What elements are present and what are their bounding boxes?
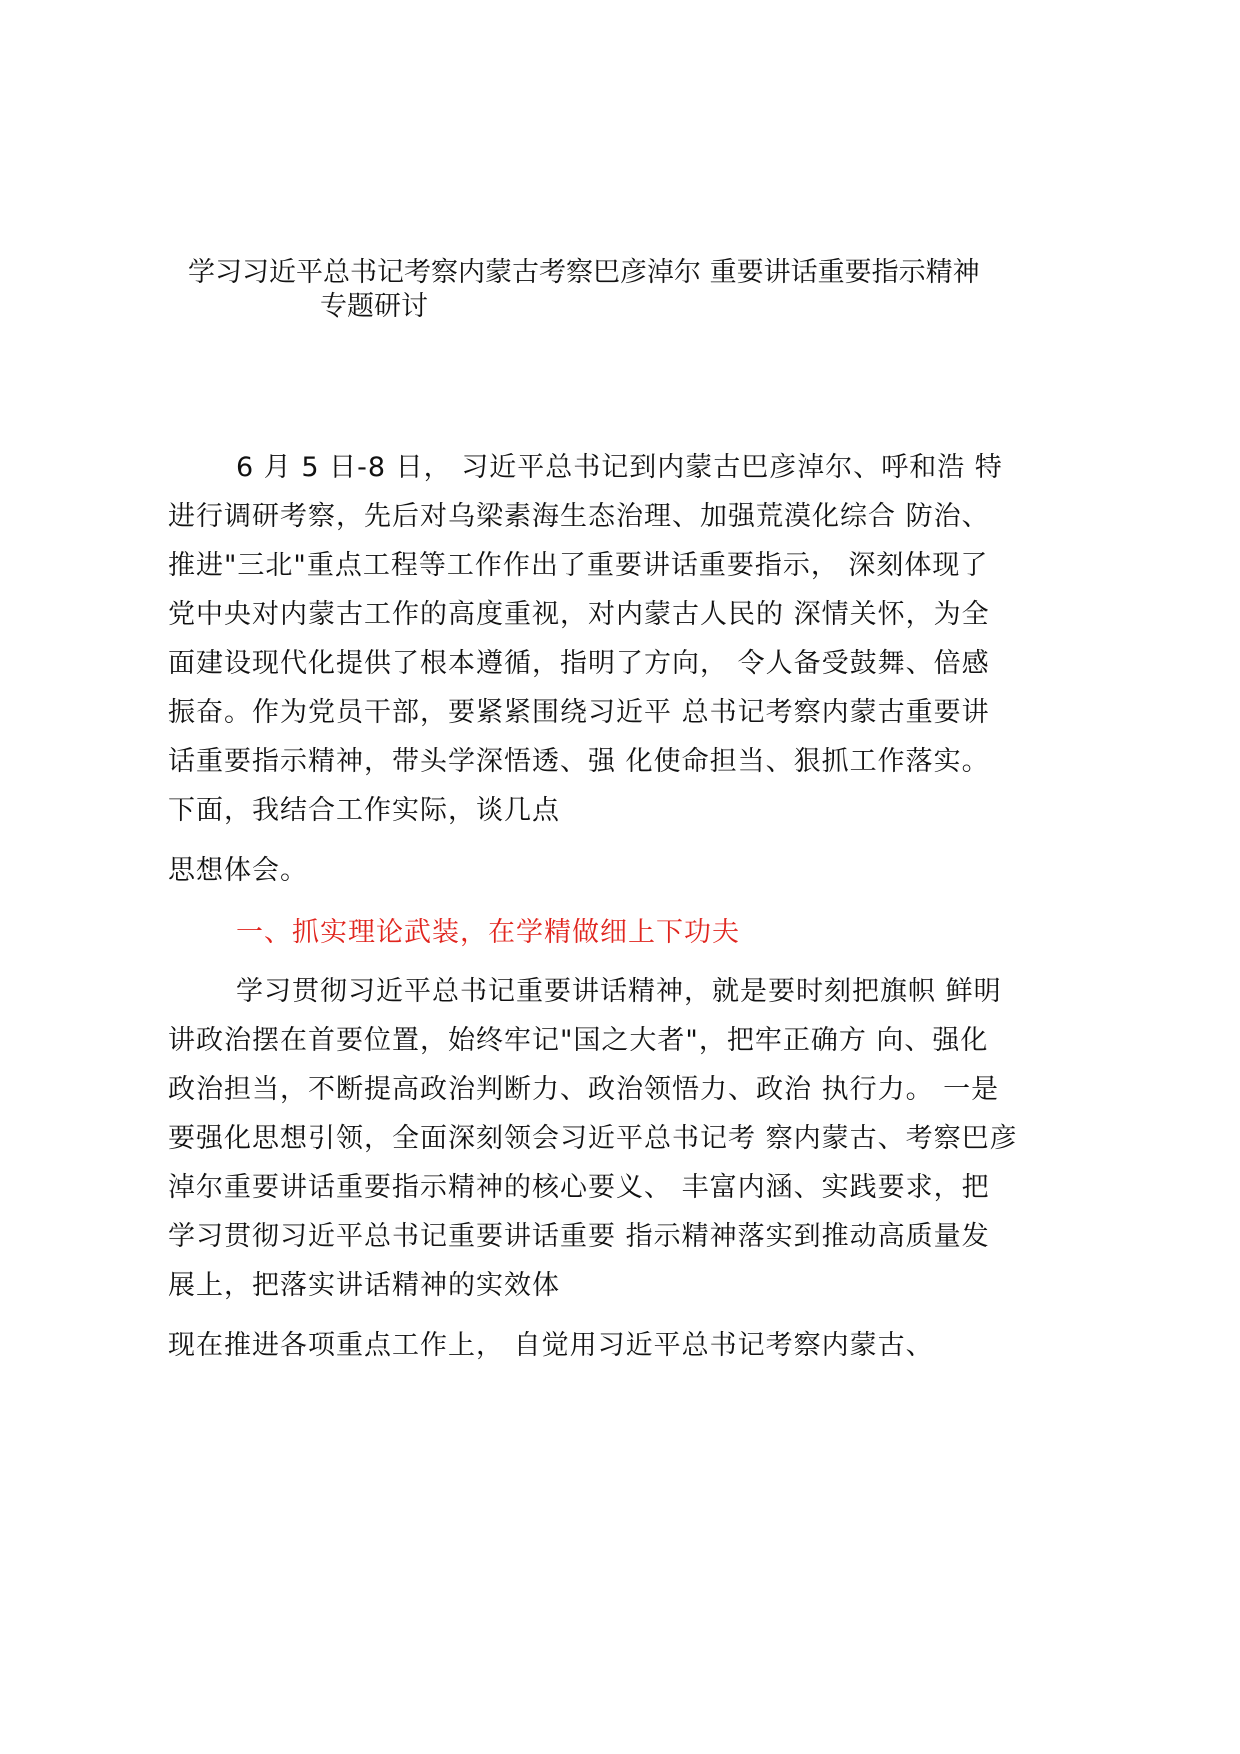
paragraph-2-tail: 现在推进各项重点工作上， 自觉用习近平总书记考察内蒙古、 (168, 1330, 934, 1361)
paragraph-2-line: 政治担当，不断提高政治判断力、政治领悟力、政治 执行力。 一是 (168, 1074, 1000, 1105)
document-title-line-1: 学习习近平总书记考察内蒙古考察巴彦淖尔 重要讲话重要指示精神 (188, 257, 980, 288)
paragraph-1-line: 党中央对内蒙古工作的高度重视，对内蒙古人民的 深情关怀，为全 (168, 599, 990, 630)
paragraph-2-line: 讲政治摆在首要位置，始终牢记"国之大者"，把牢正确方 向、强化 (168, 1025, 989, 1056)
paragraph-2-line: 学习贯彻习近平总书记重要讲话重要 指示精神落实到推动高质量发 (168, 1221, 990, 1252)
paragraph-1-line: 话重要指示精神，带头学深悟透、强 化使命担当、狠抓工作落实。 (168, 746, 990, 777)
paragraph-1-tail: 思想体会。 (168, 855, 308, 886)
paragraph-1-line: 进行调研考察，先后对乌梁素海生态治理、加强荒漠化综合 防治、 (168, 501, 990, 532)
paragraph-2-line: 学习贯彻习近平总书记重要讲话精神，就是要时刻把旗帜 鲜明 (236, 976, 1002, 1007)
paragraph-2-line: 要强化思想引领，全面深刻领会习近平总书记考 察内蒙古、考察巴彦 (168, 1123, 1018, 1154)
document-title-line-2: 专题研讨 (320, 291, 428, 322)
paragraph-1-line: 推进"三北"重点工程等工作作出了重要讲话重要指示， 深刻体现了 (168, 550, 989, 581)
paragraph-1-line: 面建设现代化提供了根本遵循，指明了方向， 令人备受鼓舞、倍感 (168, 648, 990, 679)
section-heading: 一、抓实理论武装，在学精做细上下功夫 (236, 917, 740, 948)
paragraph-1-line: 下面，我结合工作实际，谈几点 (168, 795, 560, 826)
paragraph-1-line: 6 月 5 日-8 日， 习近平总书记到内蒙古巴彦淖尔、呼和浩 特 (236, 452, 1003, 483)
paragraph-1-line: 振奋。作为党员干部，要紧紧围绕习近平 总书记考察内蒙古重要讲 (168, 697, 990, 728)
paragraph-2-line: 淖尔重要讲话重要指示精神的核心要义、 丰富内涵、实践要求，把 (168, 1172, 990, 1203)
paragraph-2-line: 展上，把落实讲话精神的实效体 (168, 1270, 560, 1301)
